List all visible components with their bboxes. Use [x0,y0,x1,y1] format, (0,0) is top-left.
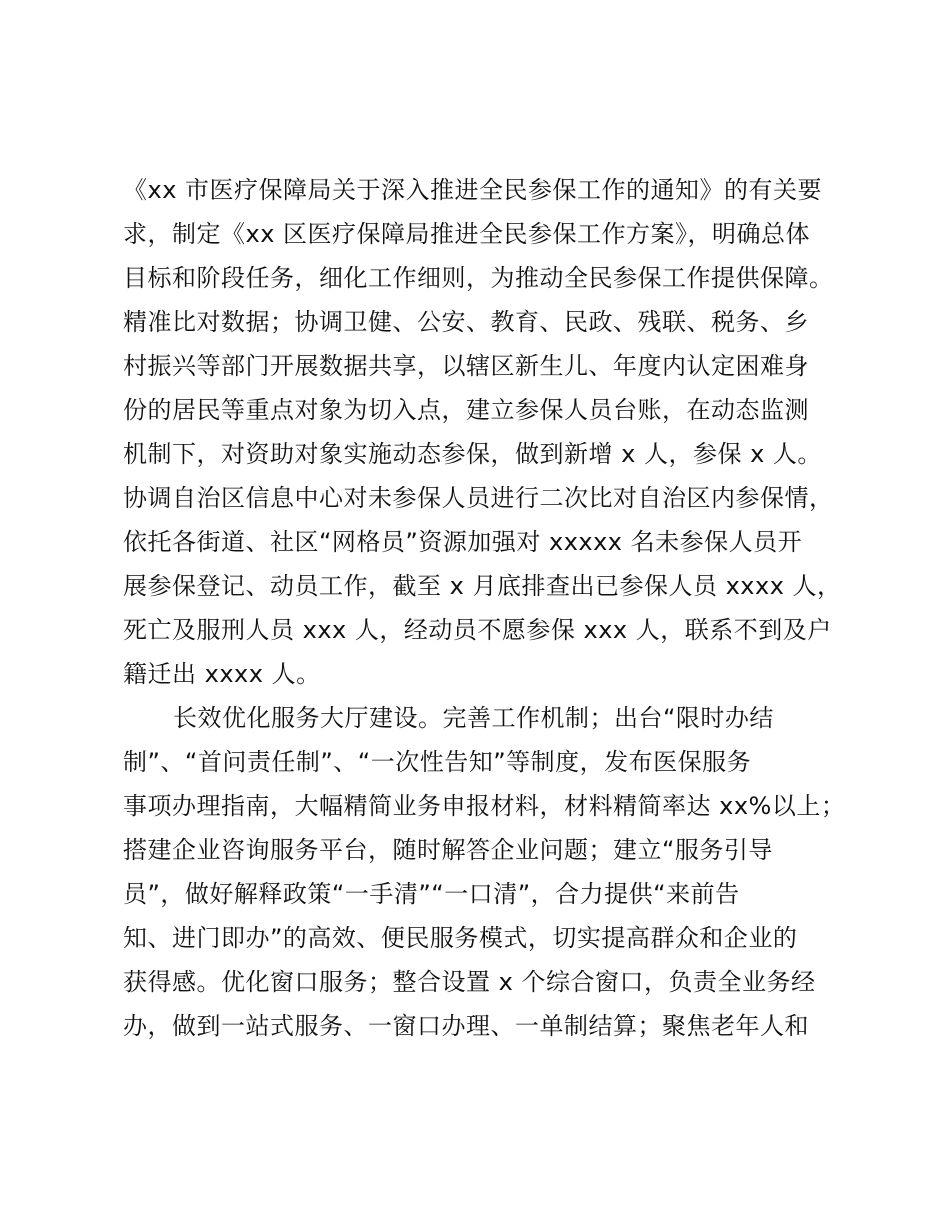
text-line: 《xx 市医疗保障局关于深入推进全民参保工作的通知》的有关要 [123,176,823,204]
text-line: 籍迁出 xxxx 人。 [123,660,321,688]
text-line: 村振兴等部门开展数据共享，以辖区新生儿、年度内认定困难身 [123,352,809,380]
text-line: 展参保登记、动员工作，截至 x 月底排查出已参保人员 xxxx 人， [123,572,842,600]
text-line: 员”，做好解释政策“一手清”“一口清”，合力提供“来前告 [123,880,740,908]
text-line: 办，做到一站式服务、一窗口办理、一单制结算；聚焦老年人和 [123,1012,809,1040]
text-line: 事项办理指南，大幅精简业务申报材料，材料精简率达 xx%以上； [123,792,846,820]
paragraph-first-line: 长效优化服务大厅建设。完善工作机制；出台“限时办结 [173,704,774,732]
text-line: 死亡及服刑人员 xxx 人，经动员不愿参保 xxx 人，联系不到及户 [123,616,832,644]
text-line: 搭建企业咨询服务平台，随时解答企业问题；建立“服务引导 [123,836,773,864]
text-line: 份的居民等重点对象为切入点，建立参保人员台账，在动态监测 [123,396,809,424]
text-line: 求，制定《xx 区医疗保障局推进全民参保工作方案》，明确总体 [123,220,811,248]
text-line: 依托各街道、社区“网格员”资源加强对 xxxxx 名未参保人员开 [123,528,803,556]
text-line: 协调自治区信息中心对未参保人员进行二次比对自治区内参保情， [123,484,834,512]
text-line: 知、进门即办”的高效、便民服务模式，切实提高群众和企业的 [123,924,798,952]
text-line: 获得感。优化窗口服务；整合设置 x 个综合窗口，负责全业务经 [123,968,816,996]
text-line: 精准比对数据；协调卫健、公安、教育、民政、残联、税务、乡 [123,308,809,336]
text-line: 机制下，对资助对象实施动态参保，做到新增 x 人，参保 x 人。 [123,440,822,468]
text-line: 制”、“首问责任制”、“一次性告知”等制度，发布医保服务 [123,748,752,776]
text-line: 目标和阶段任务，细化工作细则，为推动全民参保工作提供保障。 [123,264,834,292]
